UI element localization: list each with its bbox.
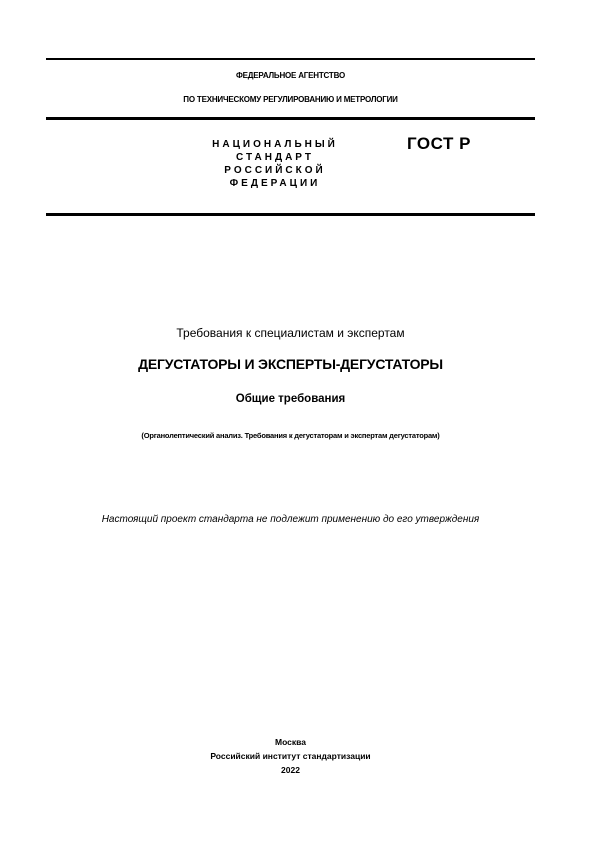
header-divider xyxy=(46,117,535,120)
draft-notice: Настоящий проект стандарта не подлежит применению до его утверждения xyxy=(101,514,480,525)
national-standard-label xyxy=(185,138,365,190)
imprint xyxy=(46,735,535,777)
imprint-city: Москва xyxy=(275,737,306,747)
agency-name-line2: ПО ТЕХНИЧЕСКОМУ РЕГУЛИРОВАНИЮ И МЕТРОЛОГИИ xyxy=(183,95,398,104)
national-standard-line: СТАНДАРТ xyxy=(236,152,314,163)
alternate-title: (Органолептический анализ. Требования к дегустаторам и экспертам дегустаторам) xyxy=(141,431,440,440)
national-standard-line: ФЕДЕРАЦИИ xyxy=(229,178,321,189)
document-title: ДЕГУСТАТОРЫ И ЭКСПЕРТЫ-ДЕГУСТАТОРЫ xyxy=(138,356,443,372)
national-standard-line: РОССИЙСКОЙ xyxy=(224,165,326,176)
imprint-year: 2022 xyxy=(281,765,300,775)
standard-divider xyxy=(46,213,535,216)
national-standard-line: НАЦИОНАЛЬНЫЙ xyxy=(212,139,338,150)
top-rule xyxy=(46,58,535,60)
document-subtitle: Общие требования xyxy=(235,393,346,405)
agency-name-line1: ФЕДЕРАЛЬНОЕ АГЕНТСТВО xyxy=(235,71,345,80)
standard-designation: ГОСТ Р xyxy=(407,134,471,153)
series-title: Требования к специалистам и экспертам xyxy=(176,326,405,340)
imprint-publisher: Российский институт стандартизации xyxy=(210,751,371,761)
